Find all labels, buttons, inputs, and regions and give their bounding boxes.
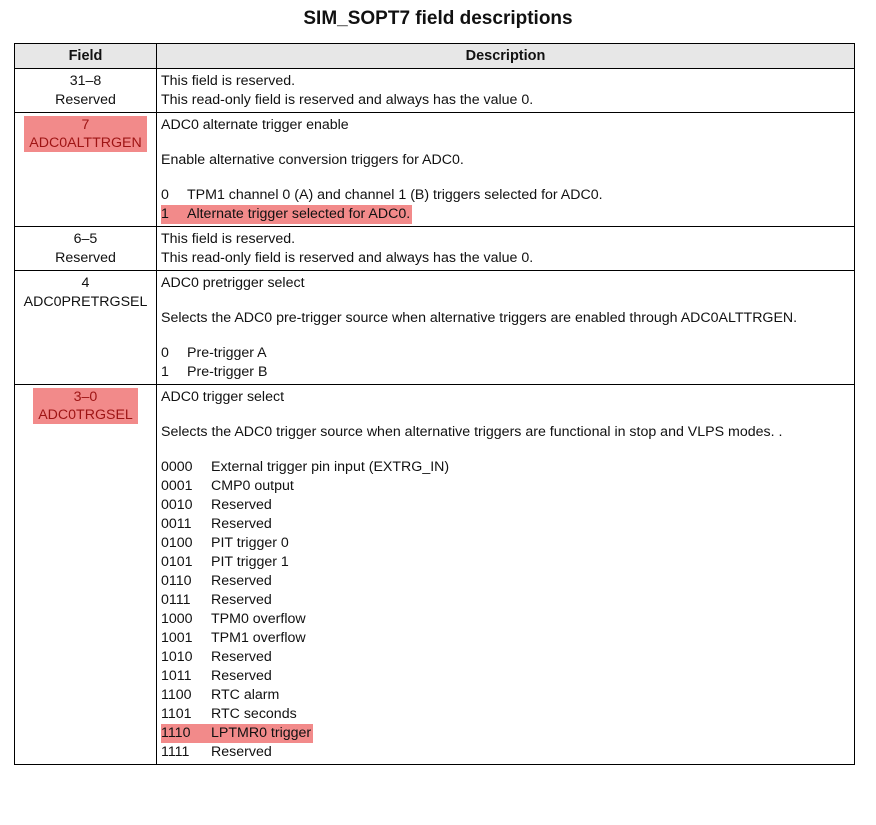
table-row [15,271,855,385]
option-label: CMP0 output [211,478,294,494]
description-heading: ADC0 alternate trigger enable [161,117,349,133]
field-cell [15,113,157,227]
option-label: Reserved [211,744,272,760]
option-label: RTC alarm [211,687,280,703]
option-label: TPM1 overflow [211,630,306,646]
option-code: 1011 [161,668,192,684]
header-description: Description [157,44,855,69]
option-label: TPM1 channel 0 (A) and channel 1 (B) triggers selected for ADC0. [187,187,603,203]
option-code: 1000 [161,611,193,627]
description-line: This field is reserved. [161,73,296,89]
field-name: ADC0PRETRGSEL [23,294,148,310]
option-code: 0100 [161,535,193,551]
option-code: 0001 [161,478,193,494]
table-row [15,113,855,227]
field-bits: 3–0 [73,389,98,405]
table-row [15,227,855,271]
option-item [161,629,854,648]
option-item [161,705,854,724]
field-name: Reserved [55,250,116,266]
description-cell [157,385,855,765]
option-label: Alternate trigger selected for ADC0. [187,206,411,222]
description-line: This read-only field is reserved and always has the value 0. [161,92,534,108]
description-heading: ADC0 pretrigger select [161,275,305,291]
option-label: Reserved [211,668,272,684]
table-row [15,385,855,765]
option-code: 1 [161,206,169,222]
option-item [161,205,854,224]
option-highlight [161,205,412,224]
table-header-row [15,44,855,69]
field-name: Reserved [55,92,116,108]
option-code: 0010 [161,497,193,513]
option-item [161,667,854,686]
field-bits: 6–5 [73,231,98,247]
option-label: External trigger pin input (EXTRG_IN) [211,459,450,475]
option-label: TPM0 overflow [211,611,306,627]
option-item [161,686,854,705]
option-code: 1001 [161,630,193,646]
option-code: 0101 [161,554,193,570]
description-cell [157,69,855,113]
option-item [161,743,854,762]
field-cell [15,385,157,765]
option-code: 0000 [161,459,193,475]
option-item [161,458,854,477]
option-label: Reserved [211,592,272,608]
option-label: Reserved [211,573,272,589]
option-label: PIT trigger 0 [211,535,289,551]
field-cell [15,69,157,113]
field-highlight [33,388,138,424]
option-item [161,591,854,610]
option-code: 1100 [161,687,192,703]
description-line: This read-only field is reserved and always has the value 0. [161,250,534,266]
field-bits: 7 [81,117,90,133]
option-code: 0 [161,345,169,361]
field-bits: 31–8 [69,73,102,89]
option-code: 1101 [161,706,192,722]
field-descriptions-table [14,43,855,765]
description-text: Selects the ADC0 pre-trigger source when alternative triggers are enabled through ADC0ALTTRGEN. [161,310,798,326]
option-item [161,363,854,382]
option-label: Pre-trigger A [187,345,267,361]
option-item [161,515,854,534]
table-row [15,69,855,113]
field-bits: 4 [81,275,90,291]
description-heading: ADC0 trigger select [161,389,285,405]
option-code: 1110 [161,725,191,741]
option-code: 0 [161,187,169,203]
option-item [161,186,854,205]
option-code: 0111 [161,592,191,608]
field-name: ADC0ALTTRGEN [29,135,142,151]
description-cell [157,271,855,385]
option-label: LPTMR0 trigger [211,725,312,741]
option-label: PIT trigger 1 [211,554,289,570]
option-label: Pre-trigger B [187,364,268,380]
description-cell [157,113,855,227]
field-name: ADC0TRGSEL [38,407,133,423]
option-item [161,534,854,553]
description-text: Selects the ADC0 trigger source when alternative triggers are functional in stop and VLPS modes. . [161,424,783,440]
option-item [161,648,854,667]
field-cell [15,271,157,385]
option-item [161,496,854,515]
option-item [161,344,854,363]
option-code: 1010 [161,649,193,665]
description-text: Enable alternative conversion triggers for ADC0. [161,152,464,168]
option-code: 0110 [161,573,192,589]
option-item [161,724,854,743]
option-label: Reserved [211,649,272,665]
option-item [161,477,854,496]
page-title: SIM_SOPT7 field descriptions [303,8,573,29]
option-code: 0011 [161,516,192,532]
field-cell [15,227,157,271]
field-highlight [24,116,146,152]
option-code: 1111 [161,744,190,760]
description-cell [157,227,855,271]
option-label: Reserved [211,516,272,532]
option-item [161,553,854,572]
option-item [161,572,854,591]
option-label: RTC seconds [211,706,297,722]
option-item [161,610,854,629]
option-highlight [161,724,313,743]
option-code: 1 [161,364,169,380]
option-label: Reserved [211,497,272,513]
header-field: Field [15,44,157,69]
description-line: This field is reserved. [161,231,296,247]
